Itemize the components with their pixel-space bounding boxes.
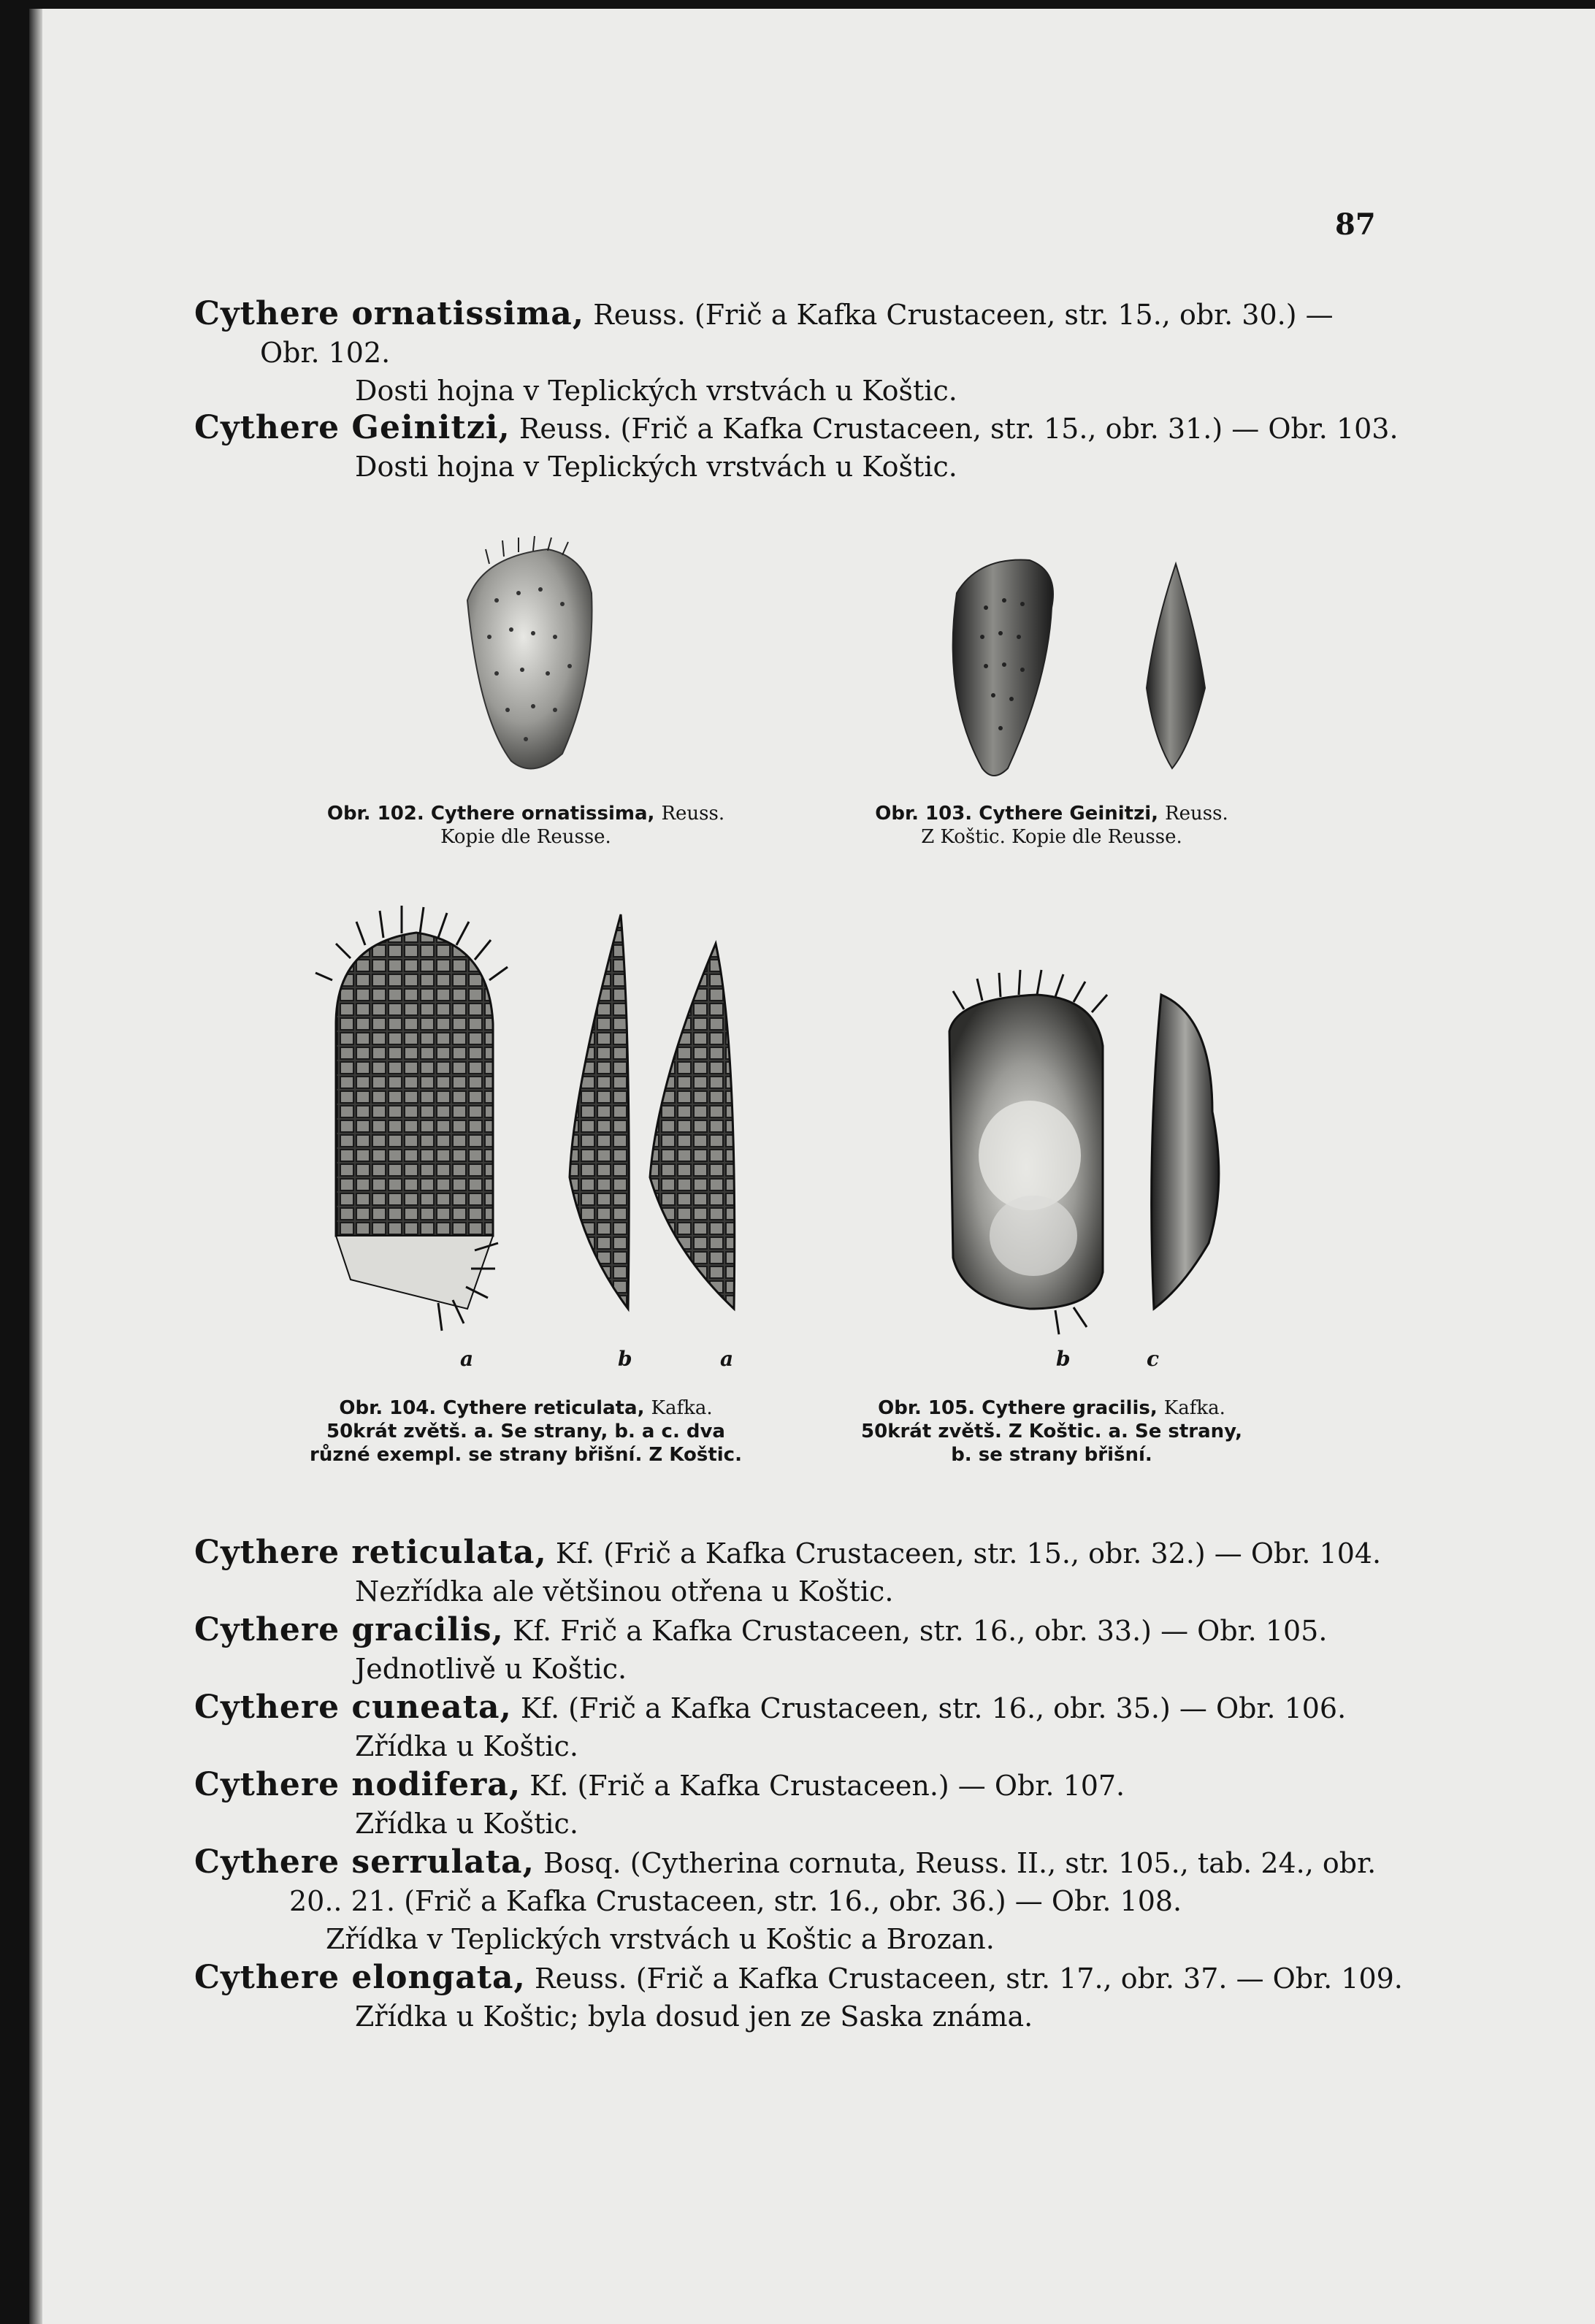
figure-number: Obr. 104. [339,1397,437,1419]
species-name: Cythere reticulata, [194,1534,547,1571]
reference-text: Reuss. (Frič a Kafka Crustaceen, str. 15., obr. 31.) — Obr. 103. [510,413,1399,445]
figure-caption-line: Z Koštic. Kopie dle Reusse. [921,826,1182,848]
species-name: Cythere elongata, [194,1959,526,1996]
species-name: Cythere ornatissima, [194,295,585,332]
figure-102-caption [270,802,781,849]
entry-geinitzi [194,409,1399,486]
reference-text: Kf. (Frič a Kafka Crustaceen, str. 16., obr. 35.) — Obr. 106. [511,1692,1347,1724]
species-name: Cythere cuneata, [194,1689,512,1726]
figure-104-label-a2: a [720,1347,734,1371]
figure-104-illustration [307,900,774,1353]
figure-caption-line: různé exempl. se strany břišní. Z Koštic. [310,1444,742,1466]
figure-104-label-a: a [460,1347,474,1371]
reference-cont: 20.. 21. (Frič a Kafka Crustaceen, str. 16., obr. 36.) — Obr. 108. [289,1885,1182,1917]
figure-species: Cythere reticulata, [443,1397,645,1419]
figure-104-caption [270,1396,781,1467]
figure-author: Reuss. [1165,803,1228,825]
occurrence-text: Zřídka u Koštic. [355,1730,578,1762]
occurrence-text: Nezřídka ale většinou otřena u Koštic. [355,1575,894,1608]
reference-text: Kf. (Frič a Kafka Crustaceen.) — Obr. 107. [521,1770,1125,1802]
figure-caption-line: 50krát zvětš. a. Se strany, b. a c. dva [326,1421,725,1442]
figure-104-label-b: b [618,1347,632,1371]
figure-author: Kafka. [651,1397,713,1419]
figure-number: Obr. 102. [326,803,424,825]
figure-103-illustration [913,549,1234,790]
occurrence-text: Dosti hojna v Teplických vrstvách u Koštic. [355,451,957,483]
reference-text: Kf. (Frič a Kafka Crustaceen, str. 15., obr. 32.) — Obr. 104. [546,1537,1382,1570]
occurrence-text: Jednotlivě u Koštic. [355,1653,627,1685]
reference-cont: Obr. 102. [260,337,391,369]
entry-serrulata [194,1843,1377,1958]
entry-reticulata [194,1534,1382,1610]
figure-author: Kafka. [1163,1397,1225,1419]
species-name: Cythere gracilis, [194,1611,504,1648]
reference-text: Bosq. (Cytherina cornuta, Reuss. II., str. 105., tab. 24., obr. [534,1847,1377,1879]
entry-gracilis [194,1611,1377,1688]
reference-text: Reuss. (Frič a Kafka Crustaceen, str. 15., obr. 30.) — [584,299,1334,331]
figure-caption-line: b. se strany břišní. [951,1444,1152,1466]
book-page [29,9,1595,2324]
figure-105-illustration [920,966,1256,1345]
figure-102-illustration [438,535,628,783]
figure-105-label-b: b [1056,1347,1071,1371]
figure-105-caption [818,1396,1285,1467]
figure-caption-line: 50krát zvětš. Z Koštic. a. Se strany, [861,1421,1242,1442]
species-name: Cythere serrulata, [194,1843,535,1881]
page-number: 87 [1335,207,1376,242]
figure-species: Cythere ornatissima, [430,803,655,825]
species-name: Cythere Geinitzi, [194,409,510,446]
entry-elongata [194,1959,1403,2036]
entry-ornatissima [194,295,1377,410]
occurrence-text: Zřídka u Koštic; byla dosud jen ze Saska známa. [355,2000,1033,2033]
occurrence-text: Zřídka v Teplických vrstvách u Koštic a Brozan. [326,1923,995,1955]
figure-caption-line: Kopie dle Reusse. [440,826,611,848]
figure-103-caption [833,802,1271,849]
entry-cuneata [194,1689,1377,1765]
figure-species: Cythere gracilis, [982,1397,1158,1419]
species-name: Cythere nodifera, [194,1766,521,1803]
occurrence-text: Dosti hojna v Teplických vrstvách u Koštic. [355,375,957,407]
entry-nodifera [194,1766,1377,1843]
reference-text: Kf. Frič a Kafka Crustaceen, str. 16., obr. 33.) — Obr. 105. [503,1615,1328,1647]
figure-author: Reuss. [661,803,725,825]
figure-species: Cythere Geinitzi, [979,803,1159,825]
figure-105-label-c: c [1147,1347,1160,1371]
figure-number: Obr. 105. [878,1397,976,1419]
figure-number: Obr. 103. [875,803,973,825]
reference-text: Reuss. (Frič a Kafka Crustaceen, str. 17., obr. 37. — Obr. 109. [525,1962,1403,1995]
occurrence-text: Zřídka u Koštic. [355,1808,578,1840]
